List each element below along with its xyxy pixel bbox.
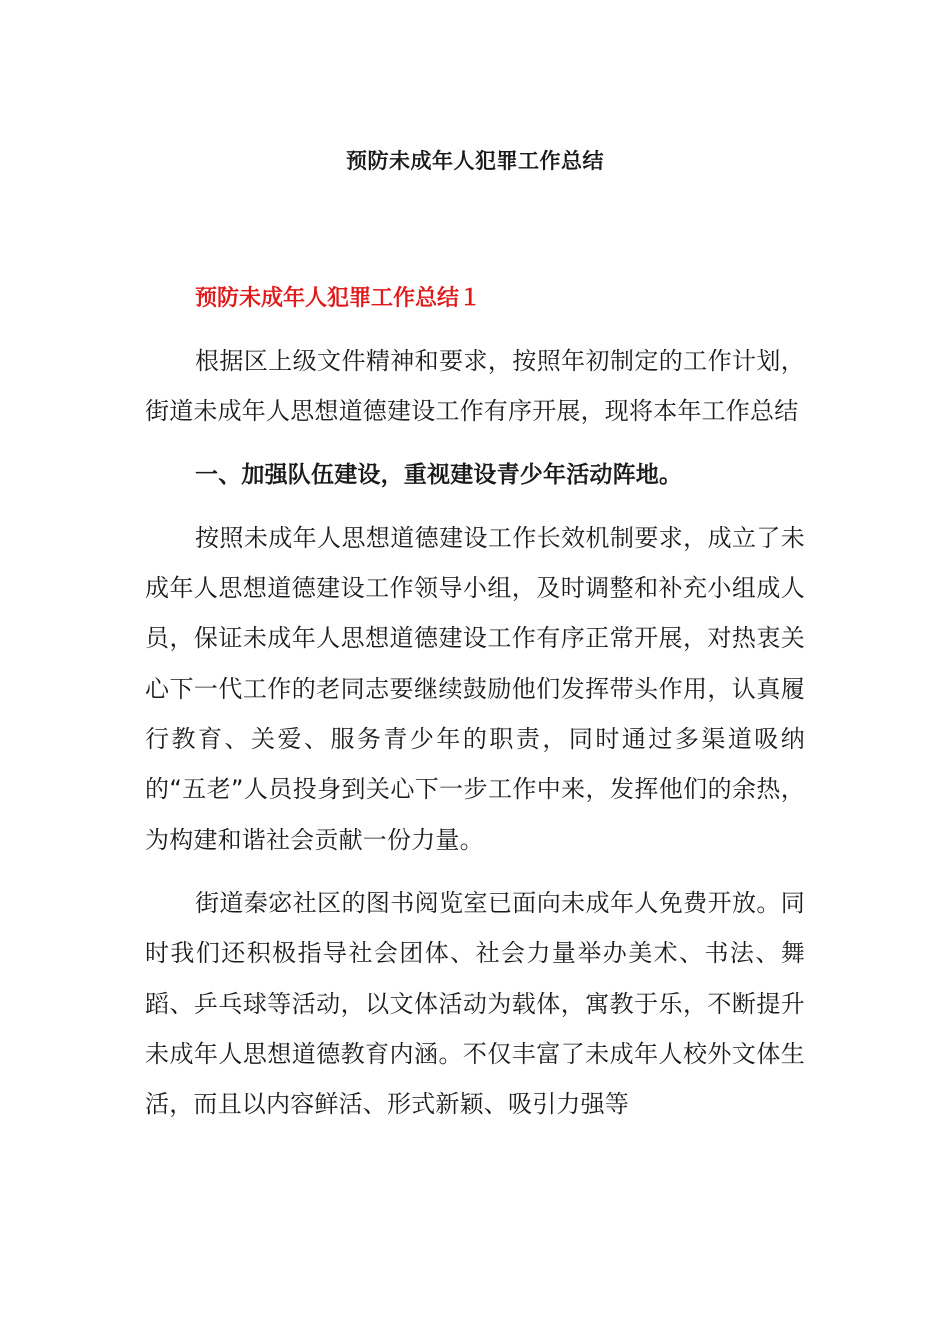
subheading-team-building: 一、加强队伍建设，重视建设青少年活动阵地。	[195, 461, 683, 488]
paragraph-library: 街道秦宓社区的图书阅览室已面向未成年人免费开放。同时我们还积极指导社会团体、社会力量举办美术、书法、舞蹈、乒乓球等活动，以文体活动为载体，寓教于乐，不断提升未成年人思想道德教育内涵。不仅丰富了未成年人校外文体生活，而且以内容鲜活、形式新颖、吸引力强等	[145, 888, 805, 1119]
document-body	[145, 336, 805, 1129]
paragraph-leadership-group: 按照未成年人思想道德建设工作长效机制要求，成立了未成年人思想道德建设工作领导小组，及时调整和补充小组成人员，保证未成年人思想道德建设工作有序正常开展，对热衷关心下一代工作的老同志要继续鼓励他们发挥带头作用，认真履行教育、关爱、服务青少年的职责，同时通过多渠道吸纳的“五老”人员投身到关心下一步工作中来，发挥他们的余热，为构建和谐社会贡献一份力量。	[145, 523, 805, 854]
document-title: 预防未成年人犯罪工作总结	[346, 149, 604, 173]
section-heading: 预防未成年人犯罪工作总结１	[195, 286, 482, 311]
paragraph-intro: 根据区上级文件精神和要求，按照年初制定的工作计划，街道未成年人思想道德建设工作有序开展，现将本年工作总结	[145, 347, 805, 426]
